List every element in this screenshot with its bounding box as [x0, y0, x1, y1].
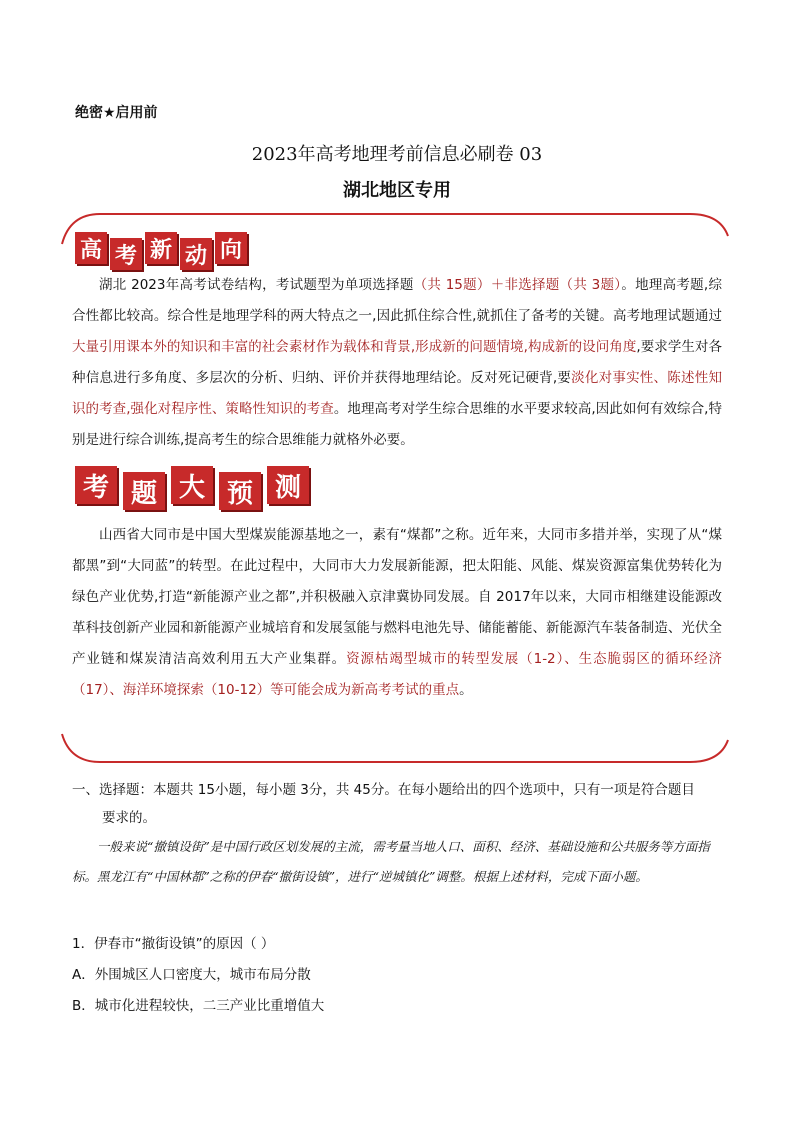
highlight-span: （共 15题）＋非选择题（共 3题） [413, 277, 622, 293]
option-b: B．城市化进程较快，二三产业比重增值大 [72, 998, 325, 1014]
badge-char: 动 [180, 238, 212, 270]
bottom-frame-arc [60, 730, 730, 770]
badge-char: 高 [75, 232, 107, 264]
page-title: 2023年高考地理考前信息必刷卷 03 [251, 144, 543, 165]
exam-trends-paragraph [72, 270, 722, 456]
text-span: 。地理高考对学生综合思维的水平要求较高,因此如何有效综合,特别是进行综合训练,提高考生的综合思维能力就格外必要。 [72, 401, 722, 448]
question-1: 1．伊春市“撤街设镇”的原因（ ） [72, 936, 275, 952]
text-span: 。 [459, 682, 473, 698]
highlight-span: 大量引用课本外的知识和丰富的社会素材作为载体和背景,形成新的问题情境,构成新的设问角度 [72, 339, 637, 355]
badge-char: 考 [75, 466, 117, 504]
option-a: A．外围城区人口密度大，城市布局分散 [72, 967, 311, 983]
text-span: 。地理高考题,综合性都比较高。综合性是地理学科的两大特点之一,因此抓住综合性,就抓住了备考的关键。高考地理试题通过 [72, 277, 722, 324]
page-subtitle: 湖北地区专用 [343, 180, 451, 201]
badge-char: 考 [110, 238, 142, 270]
instructions-text: 要求的。 [102, 810, 156, 826]
highlight-span: 资源枯竭型城市的转型发展（1-2）、生态脆弱区的循环经济（17）、海洋环境探索（10-12）等可能会成为新高考考试的重点 [72, 651, 722, 698]
section-badge-exam-trends [75, 232, 247, 270]
prediction-paragraph [72, 520, 722, 706]
badge-char: 测 [267, 466, 309, 504]
badge-char: 大 [171, 466, 213, 504]
instructions-text: 一、选择题：本题共 15小题，每小题 3分，共 45分。在每小题给出的四个选项中，只有一项是符合题目 [72, 782, 695, 798]
highlight-span: 淡化对事实性、陈述性知识的考查,强化对程序性、策略性知识的考查 [72, 370, 722, 417]
badge-char: 预 [219, 472, 261, 510]
badge-char: 题 [123, 472, 165, 510]
badge-char: 新 [145, 232, 177, 264]
section-badge-prediction [75, 466, 309, 510]
badge-char: 向 [215, 232, 247, 264]
text-span: 湖北 2023年高考试卷结构，考试题型为单项选择题 [99, 277, 414, 293]
section-instructions [72, 776, 722, 832]
confidential-label: 绝密★启用前 [75, 105, 158, 121]
question-material: 一般来说“撤镇设街”是中国行政区划发展的主流，需考量当地人口、面积、经济、基础设施和公共服务等方面指标。黑龙江有“中国林都”之称的伊春“撤街设镇”，进行“逆城镇化”调整。根据上述材料，完成下面小题。 [72, 839, 710, 884]
text-span: 山西省大同市是中国大型煤炭能源基地之一，素有“煤都”之称。近年来，大同市多措并举，实现了从“煤都黑”到“大同蓝”的转型。在此过程中，大同市大力发展新能源，把太阳能、风能、煤炭资源富集优势转化为绿色产业优势,打造“新能源产业之都”,并积极融入京津冀协同发展。自 2017年以来，大同市相继建设能源改革科技创新产业园和新能源产业城培育和发展氢能与燃料电池先导、储能蓄能、新能源汽车装备制造、光伏全产业链和煤炭清洁高效利用五大产业集群。 [72, 527, 722, 667]
text-span: ,要求学生对各种信息进行多角度、多层次的分析、归纳、评价并获得地理结论。反对死记硬背,要 [72, 339, 722, 386]
